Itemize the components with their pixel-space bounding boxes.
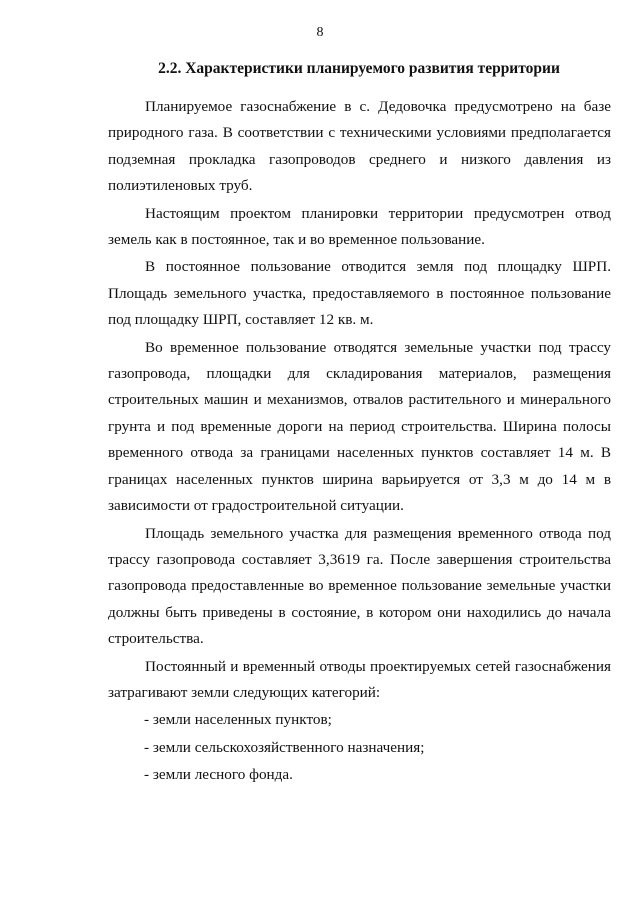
body-text <box>108 94 611 789</box>
land-categories-list <box>108 706 611 789</box>
list-item: - земли населенных пунктов; <box>144 711 332 729</box>
paragraph: Постоянный и временный отводы проектируемых сетей газоснабжения затрагивают земли следующих категорий: <box>108 657 611 701</box>
paragraph: В постоянное пользование отводится земля под площадку ШРП. Площадь земельного участка, предоставляемого в постоянное пользование под площадку ШРП, составляет 12 кв. м. <box>108 258 611 329</box>
paragraph: Площадь земельного участка для размещения временного отвода под трассу газопровода составляет 3,3619 га. После завершения строительства газопровода предоставленные во временное пользование земельные участки должны быть приведены в состояние, в котором они находились до начала строительства. <box>108 524 611 648</box>
list-item: - земли сельскохозяйственного назначения; <box>144 738 425 756</box>
page-number: 8 <box>316 25 324 40</box>
paragraph: Во временное пользование отводятся земельные участки под трассу газопровода, площадки для складирования материалов, размещения строительных машин и механизмов, отвалов растительного и минерального грунта и под временные дороги на период строительства. Ширина полосы временного отвода за границами населенных пунктов составляет 14 м. В границах населенных пунктов ширина варьируется от 3,3 м до 14 м в зависимости от градостроительной ситуации. <box>108 338 611 515</box>
paragraph: Настоящим проектом планировки территории предусмотрен отвод земель как в постоянное, так и во временное пользование. <box>108 204 611 249</box>
section-heading: 2.2. Характеристики планируемого развития территории <box>158 60 560 77</box>
paragraph: Планируемое газоснабжение в с. Дедовочка предусмотрено на базе природного газа. В соответствии с техническими условиями предполагается подземная прокладка газопроводов среднего и низкого давления из полиэтиленовых труб. <box>108 98 611 195</box>
list-item: - земли лесного фонда. <box>144 766 293 784</box>
